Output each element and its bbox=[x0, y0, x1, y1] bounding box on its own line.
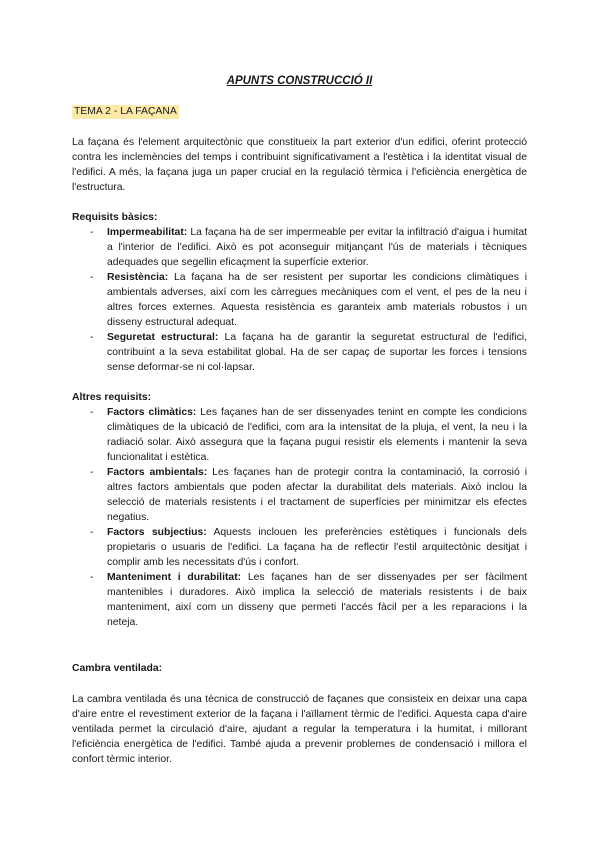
basic-requirements-list bbox=[72, 225, 527, 375]
document-page bbox=[72, 73, 527, 767]
list-item-term: Seguretat estructural: bbox=[107, 332, 219, 343]
list-item-text: Les façanes han de protegir contra la contaminació, la corrosió i altres factors ambientals que poden afectar la durabilitat dels materials. Això inclou la selecció de materials resistents i el tractament de superfícies per minimitzar els efectes negatius. bbox=[107, 467, 527, 523]
other-requirements-heading: Altres requisits: bbox=[72, 392, 152, 403]
list-item-term: Factors ambientals: bbox=[107, 467, 208, 478]
ventilated-chamber-heading: Cambra ventilada: bbox=[72, 663, 163, 674]
document-title: APUNTS CONSTRUCCIÓ II bbox=[226, 75, 373, 87]
other-requirements-list bbox=[72, 405, 527, 630]
list-item bbox=[107, 570, 527, 630]
list-item-text: Les façanes han de ser dissenyades tenint en compte les condicions climàtiques de la ubicació de l'edifici, com ara la intensitat de la pluja, el vent, la neu i la radiació solar. Això assegura que la façana pugui resistir els elements i mantenir la seva funcionalitat i estètica. bbox=[107, 407, 527, 463]
list-item-text: Aquests inclouen les preferències estètiques i funcionals dels propietaris o usuaris de l'edifici. La façana ha de reflectir l'estil arquitectònic desitjat i complir amb les necessitats d'ús i confort. bbox=[107, 527, 527, 568]
ventilated-chamber-paragraph: La cambra ventilada és una tècnica de construcció de façanes que consisteix en deixar una capa d'aire entre el revestiment exterior de la façana i l'aïllament tèrmic de l'edifici. Aquesta capa d'aire ventilada permet la circulació d'aire, ajudant a regular la temperatura i la humitat, i millorant l'eficiència energètica de l'edifici. També ajuda a prevenir problemes de condensació i millora el confort tèrmic interior. bbox=[72, 694, 527, 765]
list-item bbox=[107, 270, 527, 330]
list-item bbox=[107, 525, 527, 570]
intro-paragraph: La façana és l'element arquitectònic que constitueix la part exterior d'un edifici, oferint protecció contra les inclemències del temps i contribuint significativament a l'estètica i la identitat visual de l'edifici. A més, la façana juga un paper crucial en la regulació tèrmica i l'eficiència energètica de l'estructura. bbox=[72, 137, 527, 193]
list-item bbox=[107, 465, 527, 525]
list-item-text: La façana ha de ser resistent per suportar les condicions climàtiques i ambientals adverses, així com les càrregues mecàniques com el vent, el pes de la neu i altres forces externes. Aquesta resistència es garanteix amb materials robustos i un disseny estructural adequat. bbox=[107, 272, 527, 328]
list-item bbox=[107, 330, 527, 375]
list-item-text: Les façanes han de ser dissenyades per ser fàcilment mantenibles i duradores. Això implica la selecció de materials resistents i de baix manteniment, així com un disseny que permeti l'accés fàcil per a les reparacions i la neteja. bbox=[107, 572, 527, 628]
section-label: TEMA 2 - LA FAÇANA bbox=[74, 106, 177, 117]
list-item-text: La façana ha de garantir la seguretat estructural de l'edifici, contribuint a la seva estabilitat global. Ha de ser capaç de suportar les forces i tensions sense deformar-se ni col·lapsar. bbox=[107, 332, 527, 373]
list-item-term: Impermeabilitat: bbox=[107, 227, 188, 238]
section-label-row bbox=[72, 89, 527, 119]
list-item-term: Resistència: bbox=[107, 272, 169, 283]
list-item-text: La façana ha de ser impermeable per evitar la infiltració d'aigua i humitat a l'interior de l'edifici. Això es pot aconseguir mitjançant l'ús de materials i tècniques adequades que segellin eficaçment la superfície exterior. bbox=[107, 227, 527, 268]
list-item-term: Factors subjectius: bbox=[107, 527, 207, 538]
list-item bbox=[107, 225, 527, 270]
list-item bbox=[107, 405, 527, 465]
list-item-term: Manteniment i durabilitat: bbox=[107, 572, 242, 583]
list-item-term: Factors climàtics: bbox=[107, 407, 197, 418]
basic-requirements-heading: Requisits bàsics: bbox=[72, 212, 158, 223]
